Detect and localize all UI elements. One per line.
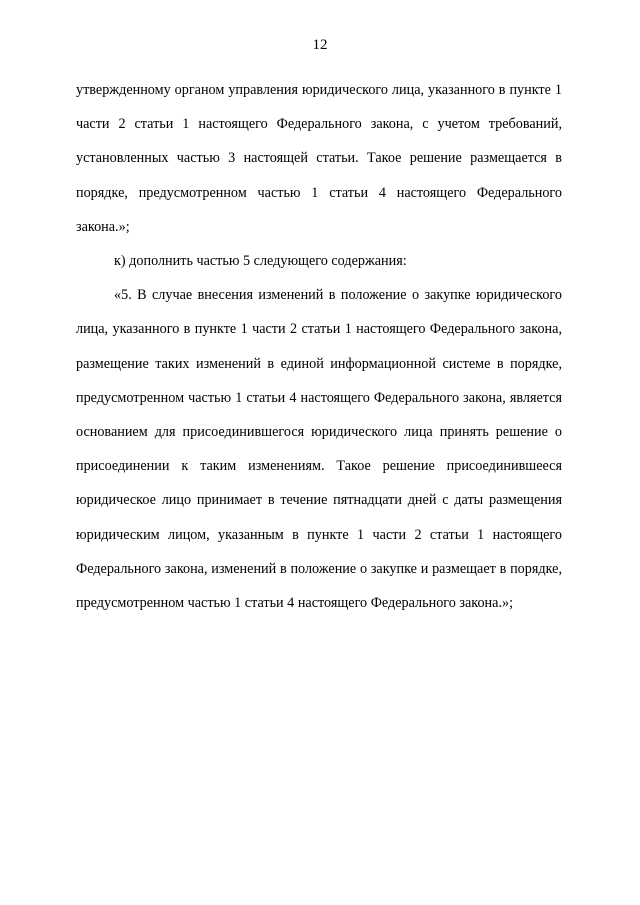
- document-body: [76, 73, 562, 620]
- paragraph-amendment-k: к) дополнить частью 5 следующего содержания:: [114, 253, 407, 270]
- paragraph-continuation: утвержденному органом управления юридического лица, указанного в пункте 1 части 2 статьи 1 настоящего Федерального закона, с учетом требований, установленных частью 3 настоящей статьи. Такое решение размещается в порядке, предусмотренном частью 1 статьи 4 настоящего Федерального закона.»;: [76, 82, 562, 235]
- page-number: 12: [312, 37, 328, 53]
- paragraph-part-5: «5. В случае внесения изменений в положение о закупке юридического лица, указанного в пункте 1 части 2 статьи 1 настоящего Федерального закона, размещение таких изменений в единой информационной системе в порядке, предусмотренном частью 1 статьи 4 настоящего Федерального закона, является основанием для присоединившегося юридического лица принять решение о присоединении к таким изменениям. Такое решение присоединившееся юридическое лицо принимает в течение пятнадцати дней с даты размещения юридическим лицом, указанным в пункте 1 части 2 статьи 1 настоящего Федерального закона, изменений в положение о закупке и размещает в порядке, предусмотренном частью 1 статьи 4 настоящего Федерального закона.»;: [76, 287, 562, 612]
